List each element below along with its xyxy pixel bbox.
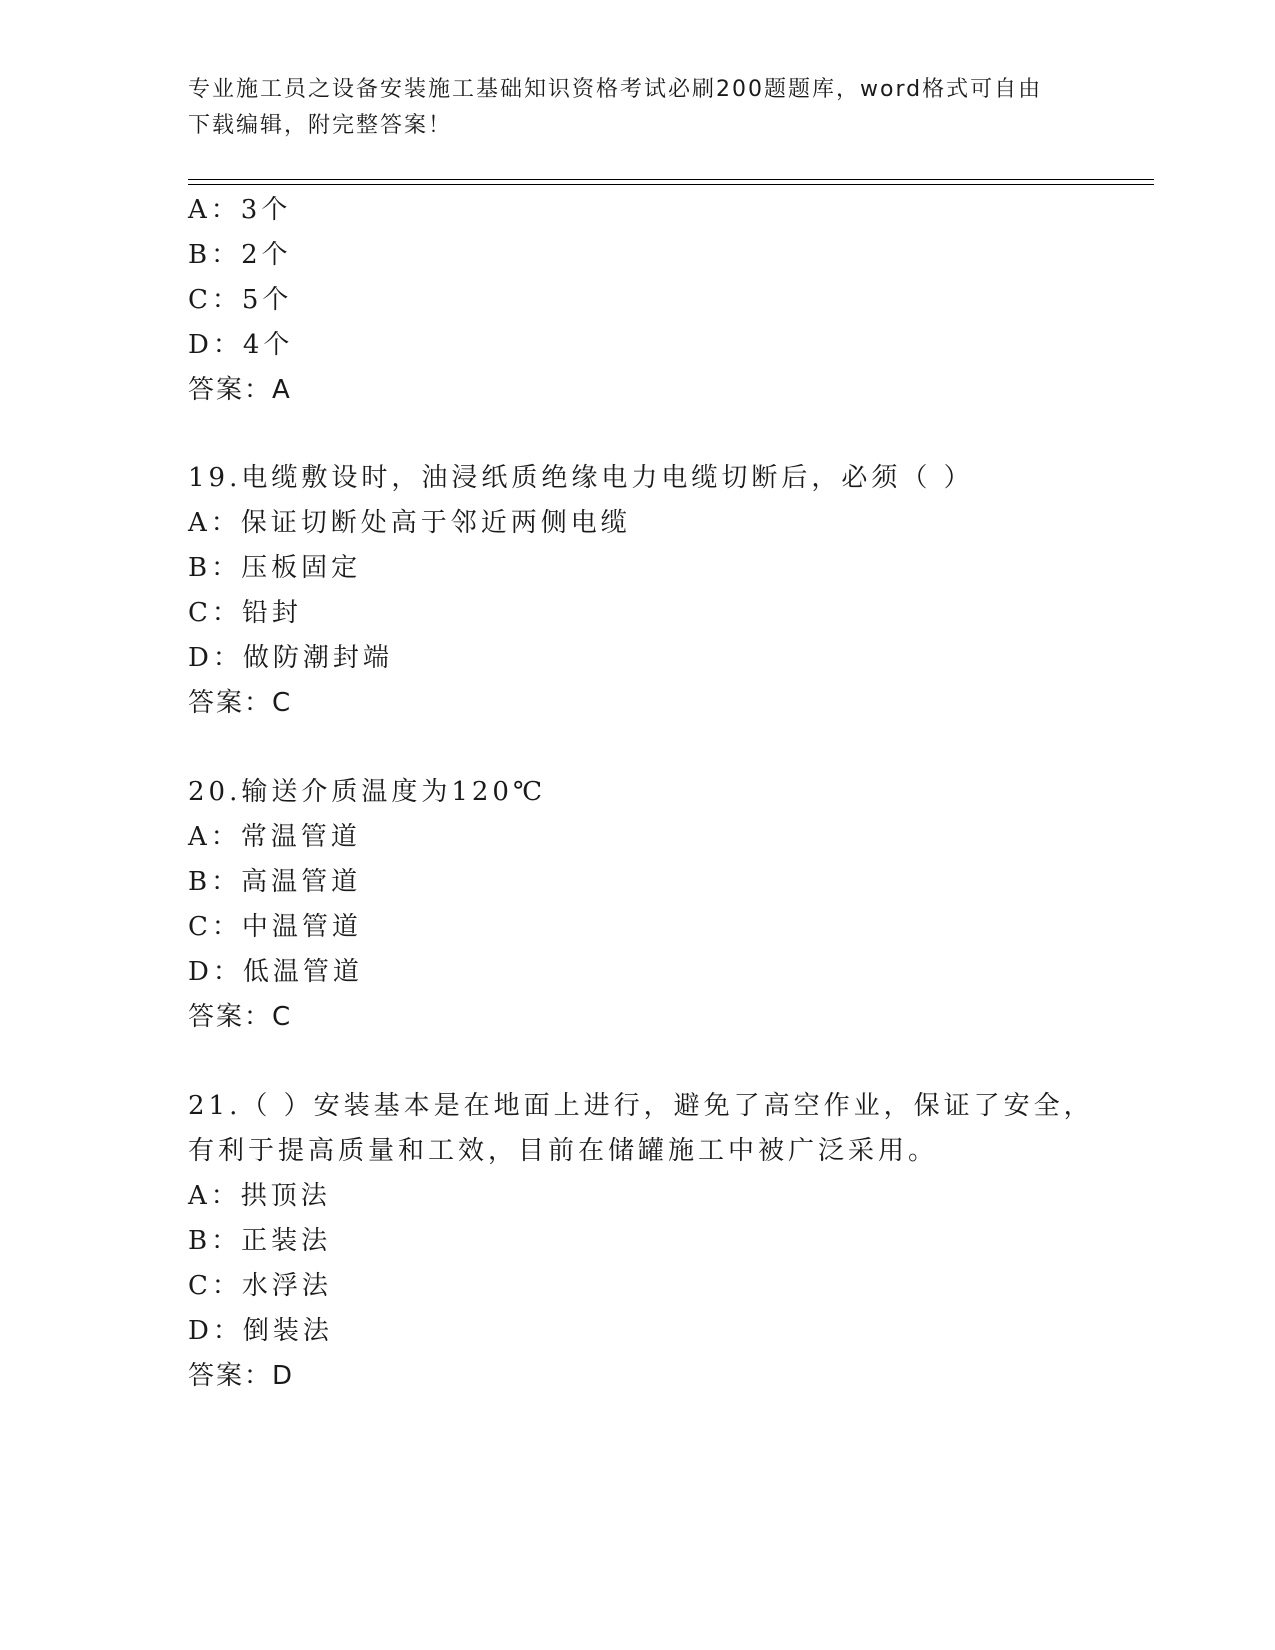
q18-option-a: A：3个 xyxy=(188,195,292,225)
q18-option-c: C：5个 xyxy=(188,285,293,315)
q20-answer: 答案：C xyxy=(188,1002,293,1032)
q19-question: 19.电缆敷设时，油浸纸质绝缘电力电缆切断后，必须（ ） xyxy=(188,463,974,493)
header-line-2: 下载编辑，附完整答案！ xyxy=(188,113,453,138)
q20-option-a: A：常温管道 xyxy=(188,822,361,852)
q21-option-a: A：拱顶法 xyxy=(188,1181,331,1211)
q21-question-line-1: 21.（ ）安装基本是在地面上进行，避免了高空作业，保证了安全， xyxy=(188,1091,1094,1121)
q21-option-d: D：倒装法 xyxy=(188,1316,333,1346)
q21-option-c: C：水浮法 xyxy=(188,1271,332,1301)
q20-option-c: C：中温管道 xyxy=(188,912,362,942)
header-line-1: 专业施工员之设备安装施工基础知识资格考试必刷200题题库，word格式可自由 xyxy=(188,77,1043,102)
q19-option-d: D：做防潮封端 xyxy=(188,643,393,673)
q19-option-c: C：铅封 xyxy=(188,598,302,628)
q19-answer: 答案：C xyxy=(188,688,293,718)
q20-option-b: B：高温管道 xyxy=(188,867,362,897)
q19-option-a: A：保证切断处高于邻近两侧电缆 xyxy=(188,508,631,538)
q20-question: 20.输送介质温度为120℃ xyxy=(188,777,547,807)
header-divider-bottom xyxy=(188,184,1154,185)
q21-option-b: B：正装法 xyxy=(188,1226,332,1256)
document-header xyxy=(188,72,1088,144)
q18-answer: 答案：A xyxy=(188,375,292,405)
q21-question-line-2: 有利于提高质量和工效，目前在储罐施工中被广泛采用。 xyxy=(188,1136,939,1166)
q20-option-d: D：低温管道 xyxy=(188,957,363,987)
header-divider-top xyxy=(188,179,1154,180)
q19-option-b: B：压板固定 xyxy=(188,553,362,583)
q18-option-d: D：4个 xyxy=(188,330,294,360)
q21-answer: 答案：D xyxy=(188,1361,295,1391)
q18-option-b: B：2个 xyxy=(188,240,292,270)
